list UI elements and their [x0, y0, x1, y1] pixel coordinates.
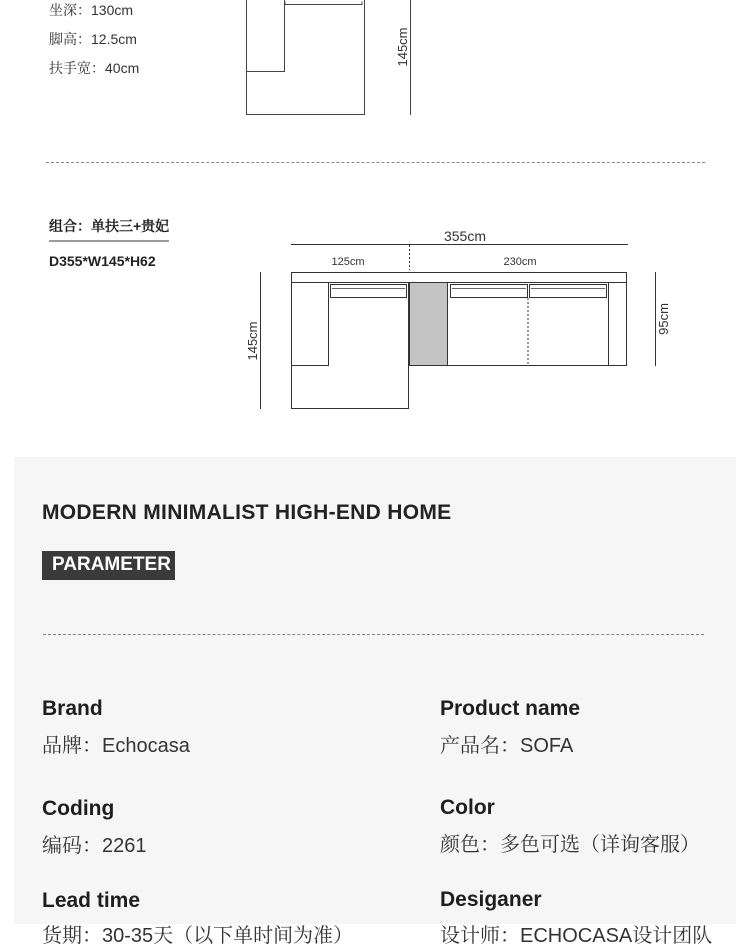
parameter-divider: [43, 634, 704, 635]
brand-label: Brand: [42, 697, 103, 720]
lead-time-label: Lead time: [42, 889, 141, 912]
product-name-label: Product name: [440, 697, 581, 720]
brand-value: 品牌：Echocasa: [42, 735, 190, 757]
designer-value: 设计师：ECHOCASA设计团队: [440, 925, 713, 947]
connector-block: [410, 283, 448, 366]
spec-leg-height: 脚高：12.5cm: [49, 31, 137, 47]
height-label: 95cm: [656, 303, 671, 335]
product-name-value: 产品名：SOFA: [440, 735, 574, 757]
spec-armrest-width: 扶手宽：40cm: [49, 60, 140, 76]
backrest-bar: [292, 273, 627, 283]
parameter-panel: [14, 457, 736, 947]
right-width-label: 230cm: [503, 256, 537, 268]
top-depth-label: 145cm: [395, 27, 410, 67]
seat-cushion-2: [530, 285, 607, 298]
parameter-badge: PARAMETER: [42, 551, 175, 580]
coding-value: 编码：2261: [42, 835, 147, 857]
combo-title: 组合：单扶三+贵妃: [49, 216, 169, 242]
top-cushion-edge: [285, 2, 362, 5]
combo-sofa-diagram: [0, 220, 750, 420]
top-armrest-outline: [247, 0, 285, 72]
seat-cushion-1: [451, 285, 528, 298]
chaise-cushion: [331, 285, 407, 298]
coding-label: Coding: [42, 797, 115, 820]
top-chaise-outline: [247, 0, 365, 115]
spec-seat-depth: 坐深：130cm: [49, 2, 134, 18]
left-width-label: 125cm: [331, 256, 365, 268]
color-value: 颜色：多色可选（详询客服）: [440, 834, 700, 856]
left-armrest: [292, 283, 329, 366]
chaise-outline: [292, 283, 409, 409]
total-width-label: 355cm: [443, 228, 487, 244]
combo-dimensions: D355*W145*H62: [49, 253, 156, 269]
designer-label: Desiganer: [440, 888, 542, 911]
section-divider: [46, 162, 705, 163]
lead-time-value: 货期：30-35天（以下单时间为准）: [42, 925, 354, 947]
right-armrest: [609, 283, 627, 366]
color-label: Color: [440, 796, 495, 819]
top-sofa-diagram: [0, 0, 750, 130]
depth-label: 145cm: [245, 321, 260, 361]
headline: MODERN MINIMALIST HIGH-END HOME: [42, 501, 452, 524]
